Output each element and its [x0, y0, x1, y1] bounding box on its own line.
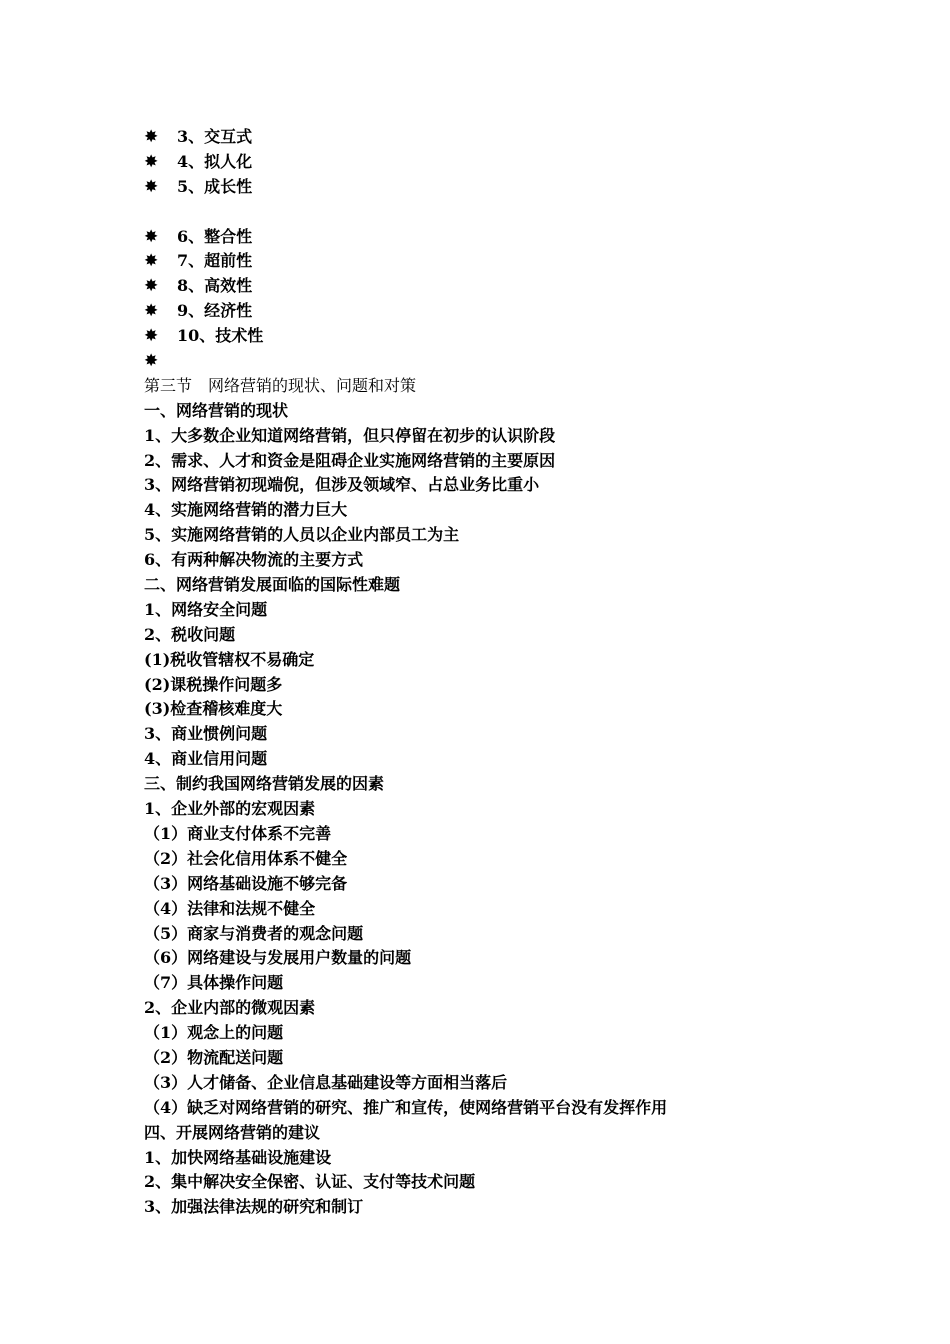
text-line: （1）观念上的问题 — [144, 1023, 284, 1043]
text-line: 2、需求、人才和资金是阻碍企业实施网络营销的主要原因 — [144, 450, 556, 470]
bullet-text: 4、拟人化 — [177, 151, 253, 171]
text-line: 2、集中解决安全保密、认证、支付等技术问题 — [144, 1172, 476, 1192]
text-line: 5、实施网络营销的人员以企业内部员工为主 — [144, 525, 460, 545]
text-line: 3、商业惯例问题 — [144, 724, 268, 744]
bullet-item — [144, 324, 844, 349]
text-line: (1)税收管辖权不易确定 — [144, 649, 315, 669]
bullet-item — [144, 299, 844, 324]
text-line: （2）物流配送问题 — [144, 1047, 284, 1067]
text-line: (2)课税操作问题多 — [144, 674, 283, 694]
document-page — [144, 125, 844, 1220]
section-title: 第三节 网络营销的现状、问题和对策 — [144, 375, 417, 395]
text-line: （2）社会化信用体系不健全 — [144, 848, 348, 868]
text-line: （1）商业支付体系不完善 — [144, 823, 332, 843]
text-line: 1、网络安全问题 — [144, 599, 268, 619]
star-bullet-icon: ✸ — [144, 351, 159, 372]
text-line: 1、加快网络基础设施建设 — [144, 1147, 332, 1167]
star-bullet-icon: ✸ — [144, 151, 159, 172]
text-line: 三、制约我国网络营销发展的因素 — [144, 774, 385, 794]
text-line: （4）法律和法规不健全 — [144, 898, 316, 918]
bullet-text: 7、超前性 — [177, 251, 253, 271]
text-line: （6）网络建设与发展用户数量的问题 — [144, 948, 412, 968]
text-line: 1、大多数企业知道网络营销，但只停留在初步的认识阶段 — [144, 425, 556, 445]
bullet-item — [144, 225, 844, 250]
text-line: （3）网络基础设施不够完备 — [144, 873, 348, 893]
bullet-text: 6、整合性 — [177, 226, 253, 246]
text-line: （5）商家与消费者的观念问题 — [144, 923, 364, 943]
bullet-item — [144, 249, 844, 274]
body-text — [144, 399, 844, 1220]
bullet-item — [144, 274, 844, 299]
bullet-text: 10、技术性 — [177, 326, 264, 346]
text-line: 1、企业外部的宏观因素 — [144, 799, 316, 819]
text-line: （4）缺乏对网络营销的研究、推广和宣传，使网络营销平台没有发挥作用 — [144, 1097, 668, 1117]
bullet-list-1 — [144, 125, 844, 200]
bullet-text: 9、经济性 — [177, 301, 253, 321]
text-line: 4、实施网络营销的潜力巨大 — [144, 500, 348, 520]
text-line: 4、商业信用问题 — [144, 749, 268, 769]
star-bullet-icon: ✸ — [144, 226, 159, 247]
bullet-item — [144, 150, 844, 175]
text-line: 二、网络营销发展面临的国际性难题 — [144, 575, 401, 595]
text-line: 3、网络营销初现端倪，但涉及领域窄、占总业务比重小 — [144, 475, 540, 495]
bullet-list-2 — [144, 225, 844, 374]
star-bullet-icon: ✸ — [144, 301, 159, 322]
bullet-item — [144, 349, 844, 374]
bullet-item — [144, 175, 844, 200]
text-line: 四、开展网络营销的建议 — [144, 1122, 321, 1142]
text-line: 一、网络营销的现状 — [144, 400, 289, 420]
text-line: 6、有两种解决物流的主要方式 — [144, 550, 364, 570]
text-line: （3）人才储备、企业信息基础建设等方面相当落后 — [144, 1072, 508, 1092]
bullet-text: 3、交互式 — [177, 127, 253, 146]
text-line: （7）具体操作问题 — [144, 973, 284, 993]
text-line: (3)检查稽核难度大 — [144, 699, 283, 719]
text-line: 2、企业内部的微观因素 — [144, 998, 316, 1018]
spacer — [144, 200, 844, 225]
text-line: 2、税收问题 — [144, 624, 236, 644]
bullet-item — [144, 125, 844, 150]
star-bullet-icon: ✸ — [144, 127, 159, 147]
star-bullet-icon: ✸ — [144, 176, 159, 197]
text-line: 3、加强法律法规的研究和制订 — [144, 1197, 364, 1217]
star-bullet-icon: ✸ — [144, 326, 159, 347]
star-bullet-icon: ✸ — [144, 251, 159, 272]
bullet-text: 5、成长性 — [177, 176, 253, 196]
bullet-text: 8、高效性 — [177, 276, 253, 296]
star-bullet-icon: ✸ — [144, 276, 159, 297]
